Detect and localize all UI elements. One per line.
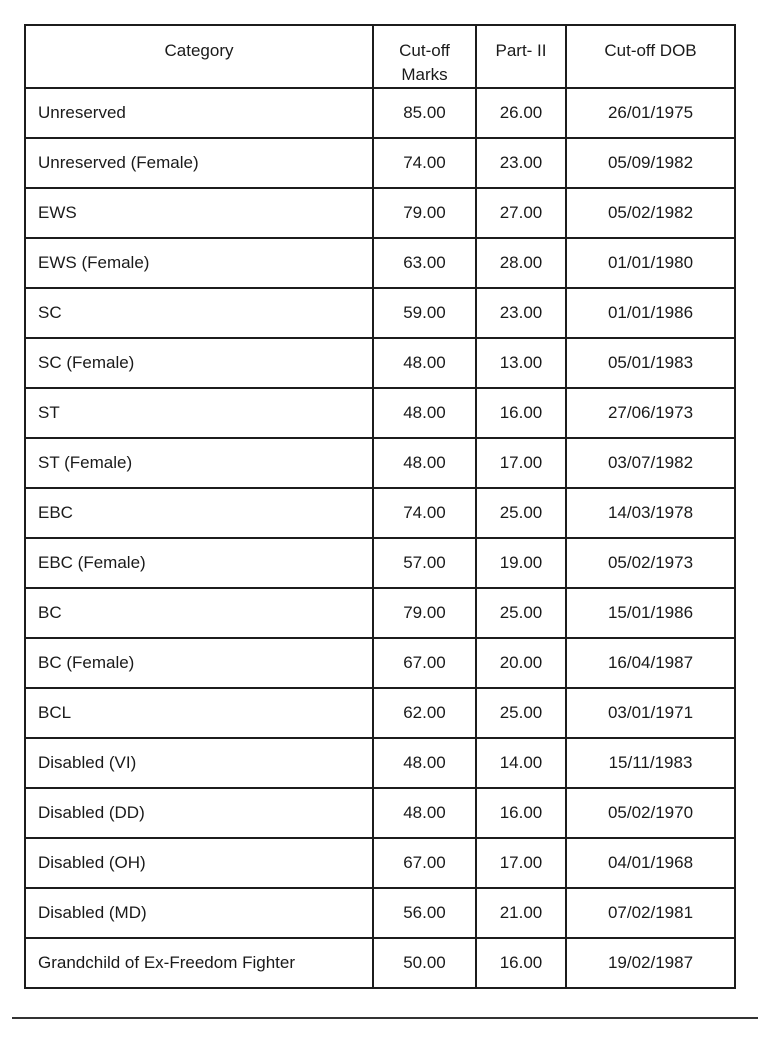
cell-part-2: 16.00 (476, 938, 566, 988)
cell-category: EWS (25, 188, 373, 238)
cell-cutoff-dob: 07/02/1981 (566, 888, 735, 938)
cell-cutoff-marks: 48.00 (373, 438, 476, 488)
cell-part-2: 28.00 (476, 238, 566, 288)
cell-cutoff-dob: 05/01/1983 (566, 338, 735, 388)
cell-part-2: 26.00 (476, 88, 566, 138)
cell-part-2: 27.00 (476, 188, 566, 238)
cell-part-2: 25.00 (476, 488, 566, 538)
cell-cutoff-marks: 48.00 (373, 388, 476, 438)
cell-cutoff-dob: 05/02/1973 (566, 538, 735, 588)
table-row (25, 738, 735, 788)
cell-category: Unreserved (25, 88, 373, 138)
cell-cutoff-dob: 16/04/1987 (566, 638, 735, 688)
table-row (25, 88, 735, 138)
cell-category: Unreserved (Female) (25, 138, 373, 188)
cell-cutoff-dob: 15/11/1983 (566, 738, 735, 788)
header-cutoff-marks: Cut-off Marks (373, 25, 476, 88)
cell-part-2: 14.00 (476, 738, 566, 788)
table-row (25, 488, 735, 538)
cell-category: EBC (Female) (25, 538, 373, 588)
cell-category: Disabled (OH) (25, 838, 373, 888)
table-row (25, 238, 735, 288)
cell-cutoff-dob: 03/01/1971 (566, 688, 735, 738)
cell-cutoff-marks: 48.00 (373, 738, 476, 788)
cell-part-2: 16.00 (476, 788, 566, 838)
cell-cutoff-dob: 14/03/1978 (566, 488, 735, 538)
header-part-2: Part- II (476, 25, 566, 88)
cell-cutoff-marks: 50.00 (373, 938, 476, 988)
cell-cutoff-marks: 85.00 (373, 88, 476, 138)
cell-category: BC (Female) (25, 638, 373, 688)
cell-cutoff-dob: 05/02/1982 (566, 188, 735, 238)
cell-cutoff-dob: 01/01/1986 (566, 288, 735, 338)
cell-category: Disabled (DD) (25, 788, 373, 838)
table-row (25, 438, 735, 488)
table-header-row (25, 25, 735, 88)
cell-cutoff-marks: 56.00 (373, 888, 476, 938)
cell-part-2: 19.00 (476, 538, 566, 588)
cell-category: SC (25, 288, 373, 338)
table-row (25, 638, 735, 688)
cell-category: EBC (25, 488, 373, 538)
table-row (25, 938, 735, 988)
cell-part-2: 25.00 (476, 588, 566, 638)
cell-part-2: 21.00 (476, 888, 566, 938)
table-row (25, 538, 735, 588)
table-row (25, 338, 735, 388)
table-row (25, 138, 735, 188)
cell-category: ST (25, 388, 373, 438)
cell-cutoff-marks: 62.00 (373, 688, 476, 738)
table-row (25, 788, 735, 838)
cell-part-2: 23.00 (476, 288, 566, 338)
table-row (25, 688, 735, 738)
cell-part-2: 17.00 (476, 438, 566, 488)
table-row (25, 388, 735, 438)
cell-category: Grandchild of Ex-Freedom Fighter (25, 938, 373, 988)
cell-part-2: 20.00 (476, 638, 566, 688)
cell-part-2: 16.00 (476, 388, 566, 438)
cell-cutoff-marks: 57.00 (373, 538, 476, 588)
cell-cutoff-dob: 05/02/1970 (566, 788, 735, 838)
cell-category: BC (25, 588, 373, 638)
cell-cutoff-dob: 01/01/1980 (566, 238, 735, 288)
cell-cutoff-marks: 79.00 (373, 588, 476, 638)
table-row (25, 838, 735, 888)
cell-cutoff-dob: 05/09/1982 (566, 138, 735, 188)
cell-cutoff-dob: 04/01/1968 (566, 838, 735, 888)
cell-cutoff-marks: 63.00 (373, 238, 476, 288)
cell-cutoff-marks: 59.00 (373, 288, 476, 338)
cell-cutoff-dob: 03/07/1982 (566, 438, 735, 488)
cell-cutoff-marks: 79.00 (373, 188, 476, 238)
cell-cutoff-dob: 19/02/1987 (566, 938, 735, 988)
cell-part-2: 25.00 (476, 688, 566, 738)
cell-category: ST (Female) (25, 438, 373, 488)
cell-cutoff-marks: 67.00 (373, 838, 476, 888)
header-cutoff-dob: Cut-off DOB (566, 25, 735, 88)
cell-cutoff-marks: 74.00 (373, 488, 476, 538)
cell-cutoff-dob: 15/01/1986 (566, 588, 735, 638)
cell-category: Disabled (MD) (25, 888, 373, 938)
cell-cutoff-dob: 26/01/1975 (566, 88, 735, 138)
cell-category: EWS (Female) (25, 238, 373, 288)
table-body (25, 88, 735, 988)
table-row (25, 888, 735, 938)
cell-part-2: 13.00 (476, 338, 566, 388)
table-row (25, 588, 735, 638)
cell-part-2: 23.00 (476, 138, 566, 188)
cell-cutoff-marks: 48.00 (373, 338, 476, 388)
bottom-rule (12, 1017, 758, 1019)
table-row (25, 288, 735, 338)
cell-cutoff-dob: 27/06/1973 (566, 388, 735, 438)
cell-part-2: 17.00 (476, 838, 566, 888)
table-row (25, 188, 735, 238)
cell-cutoff-marks: 48.00 (373, 788, 476, 838)
cell-cutoff-marks: 74.00 (373, 138, 476, 188)
cutoff-table (24, 24, 736, 989)
cell-category: SC (Female) (25, 338, 373, 388)
cell-category: Disabled (VI) (25, 738, 373, 788)
header-category: Category (25, 25, 373, 88)
cell-cutoff-marks: 67.00 (373, 638, 476, 688)
cell-category: BCL (25, 688, 373, 738)
